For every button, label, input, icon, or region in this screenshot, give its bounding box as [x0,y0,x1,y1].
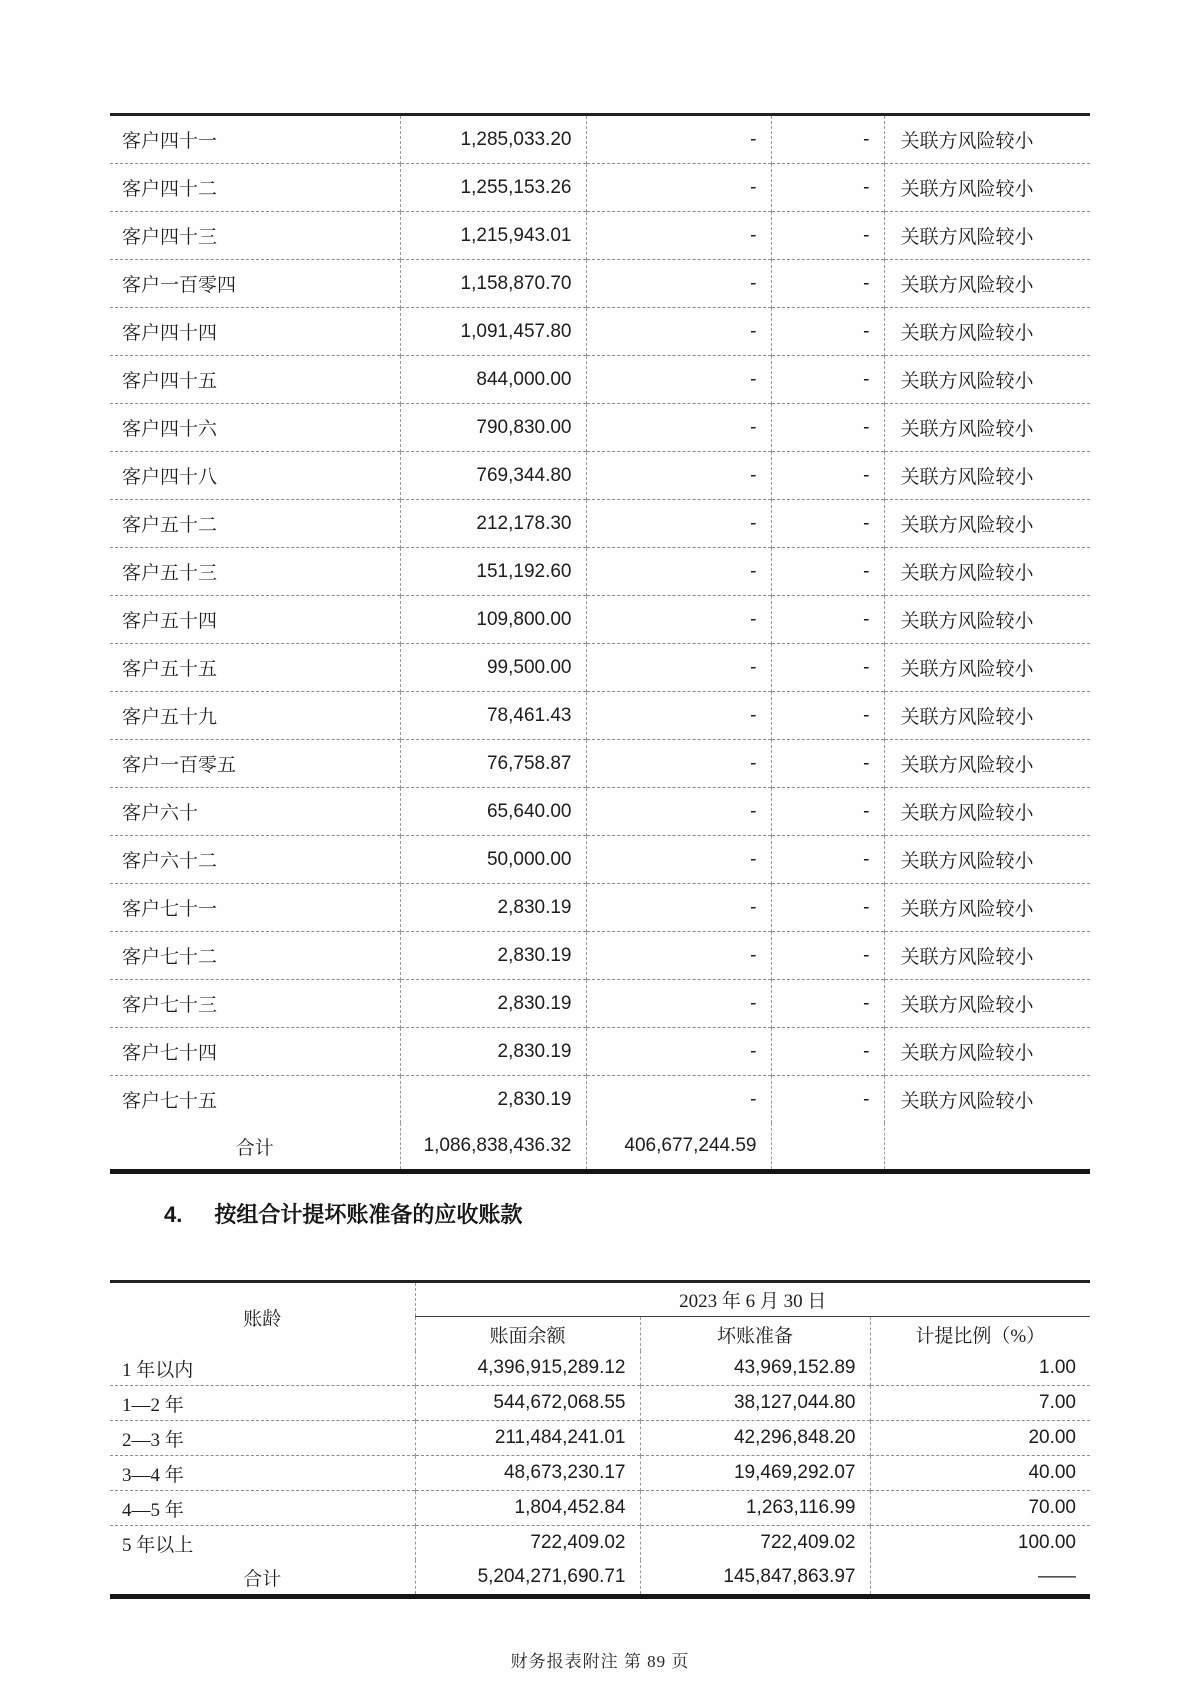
date-column-header: 2023 年 6 月 30 日 [415,1282,1090,1317]
table-row [110,1386,1090,1421]
balance-cell: 65,640.00 [400,788,586,836]
total-note-cell [884,1123,1090,1172]
ratio-cell: 7.00 [1039,1392,1076,1413]
balance-cell: 722,409.02 [415,1526,640,1561]
dash-cell: - [586,115,771,164]
note-cell: 关联方风险较小 [900,755,1034,776]
dash-cell: - [586,1076,771,1124]
table-row [110,932,1090,980]
dash-cell: - [771,115,884,164]
dash-cell: - [586,500,771,548]
provision-cell: 19,469,292.07 [640,1456,870,1491]
dash-cell: - [771,836,884,884]
dash-cell: - [586,260,771,308]
table-row [110,404,1090,452]
dash-cell: - [771,740,884,788]
note-cell: 关联方风险较小 [900,611,1034,632]
dash-cell: - [771,1076,884,1124]
balance-cell: 212,178.30 [400,500,586,548]
balance-cell: 211,484,241.01 [415,1421,640,1456]
table-row [110,1421,1090,1456]
balance-cell: 2,830.19 [400,932,586,980]
dash-cell: - [771,500,884,548]
dash-cell: - [586,404,771,452]
note-cell: 关联方风险较小 [900,803,1034,824]
table-row [110,1491,1090,1526]
total-ratio: —— [1038,1566,1076,1587]
provision-cell: 1,263,116.99 [640,1491,870,1526]
customer-name-cell: 客户四十六 [110,404,400,452]
total-label: 合计 [110,1560,415,1597]
dash-cell: - [771,452,884,500]
customer-name-cell: 客户四十一 [110,115,400,164]
note-cell: 关联方风险较小 [900,323,1034,344]
provision-cell: 722,409.02 [640,1526,870,1561]
balance-cell: 151,192.60 [400,548,586,596]
table-row [110,212,1090,260]
section-title: 按组合计提坏账准备的应收账款 [214,1202,523,1227]
table-row [110,1076,1090,1124]
dash-cell: - [586,884,771,932]
ratio-cell: 1.00 [1039,1357,1076,1378]
table-row [110,1526,1090,1561]
provision-column-header: 坏账准备 [640,1317,870,1352]
table-row [110,836,1090,884]
table1-body [110,115,1090,1124]
customer-name-cell: 客户四十五 [110,356,400,404]
customer-name-cell: 客户五十五 [110,644,400,692]
note-cell: 关联方风险较小 [900,371,1034,392]
customer-name-cell: 客户七十四 [110,1028,400,1076]
balance-cell: 2,830.19 [400,1076,586,1124]
aging-cell: 3—4 年 [110,1456,415,1491]
dash-cell: - [771,356,884,404]
dash-cell: - [771,1028,884,1076]
dash-cell: - [771,932,884,980]
customer-name-cell: 客户四十八 [110,452,400,500]
note-cell: 关联方风险较小 [900,179,1034,200]
total-provision: 145,847,863.97 [640,1560,870,1597]
total-balance: 1,086,838,436.32 [400,1123,586,1172]
customer-name-cell: 客户五十九 [110,692,400,740]
ratio-column-header: 计提比例（%） [915,1325,1046,1347]
dash-cell: - [586,836,771,884]
table2-body [110,1351,1090,1560]
aging-column-header: 账龄 [110,1282,415,1352]
dash-cell: - [771,596,884,644]
note-cell: 关联方风险较小 [900,851,1034,872]
note-cell: 关联方风险较小 [900,563,1034,584]
customer-name-cell: 客户六十二 [110,836,400,884]
table-row [110,308,1090,356]
customer-name-cell: 客户四十二 [110,164,400,212]
balance-cell: 48,673,230.17 [415,1456,640,1491]
note-cell: 关联方风险较小 [900,515,1034,536]
dash-cell: - [771,548,884,596]
note-cell: 关联方风险较小 [900,275,1034,296]
dash-cell: - [586,740,771,788]
provision-cell: 42,296,848.20 [640,1421,870,1456]
total-label: 合计 [110,1123,400,1172]
balance-cell: 4,396,915,289.12 [415,1351,640,1386]
dash-cell: - [771,308,884,356]
table-row [110,500,1090,548]
balance-cell: 1,804,452.84 [415,1491,640,1526]
balance-column-header: 账面余额 [415,1317,640,1352]
note-cell: 关联方风险较小 [900,1091,1034,1112]
balance-cell: 2,830.19 [400,884,586,932]
table1-total-row [110,1123,1090,1172]
balance-cell: 844,000.00 [400,356,586,404]
table-row [110,356,1090,404]
customer-name-cell: 客户五十三 [110,548,400,596]
note-cell: 关联方风险较小 [900,947,1034,968]
customer-name-cell: 客户七十二 [110,932,400,980]
dash-cell: - [586,212,771,260]
balance-cell: 76,758.87 [400,740,586,788]
note-cell: 关联方风险较小 [900,419,1034,440]
customer-name-cell: 客户七十五 [110,1076,400,1124]
provision-cell: 38,127,044.80 [640,1386,870,1421]
aging-cell: 1—2 年 [110,1386,415,1421]
ratio-cell: 20.00 [1028,1427,1076,1448]
section-heading [164,1200,1200,1230]
table-row [110,740,1090,788]
balance-cell: 1,255,153.26 [400,164,586,212]
aging-cell: 2—3 年 [110,1421,415,1456]
table-row [110,884,1090,932]
table-row [110,788,1090,836]
balance-cell: 78,461.43 [400,692,586,740]
note-cell: 关联方风险较小 [900,1043,1034,1064]
customer-name-cell: 客户六十 [110,788,400,836]
balance-cell: 2,830.19 [400,980,586,1028]
balance-cell: 2,830.19 [400,1028,586,1076]
customer-receivables-table [110,113,1090,1174]
dash-cell: - [586,932,771,980]
table-row [110,596,1090,644]
dash-cell: - [771,260,884,308]
balance-cell: 1,158,870.70 [400,260,586,308]
dash-cell: - [586,452,771,500]
dash-cell: - [771,404,884,452]
balance-cell: 50,000.00 [400,836,586,884]
aging-cell: 1 年以内 [110,1351,415,1386]
provision-cell: 43,969,152.89 [640,1351,870,1386]
customer-name-cell: 客户一百零五 [110,740,400,788]
dash-cell: - [771,644,884,692]
aging-provision-table [110,1280,1090,1599]
dash-cell: - [771,884,884,932]
section-number: 4. [164,1202,183,1227]
note-cell: 关联方风险较小 [900,227,1034,248]
dash-cell: - [586,548,771,596]
dash-cell: - [586,164,771,212]
note-cell: 关联方风险较小 [900,131,1034,152]
dash-cell: - [586,980,771,1028]
customer-name-cell: 客户七十三 [110,980,400,1028]
table-row [110,1028,1090,1076]
dash-cell: - [771,212,884,260]
dash-cell: - [586,788,771,836]
dash-cell: - [586,596,771,644]
page-footer: 财务报表附注 第 89 页 [510,1652,690,1671]
dash-cell: - [586,1028,771,1076]
dash-cell: - [771,788,884,836]
balance-cell: 1,215,943.01 [400,212,586,260]
ratio-cell: 40.00 [1028,1462,1076,1483]
table-row [110,260,1090,308]
dash-cell: - [771,980,884,1028]
customer-name-cell: 客户七十一 [110,884,400,932]
table-row [110,164,1090,212]
customer-name-cell: 客户四十四 [110,308,400,356]
table-row [110,692,1090,740]
ratio-cell: 100.00 [1017,1532,1076,1553]
note-cell: 关联方风险较小 [900,899,1034,920]
note-cell: 关联方风险较小 [900,707,1034,728]
dash-cell: - [586,692,771,740]
dash-cell: - [771,692,884,740]
table-row [110,115,1090,164]
dash-cell: - [586,356,771,404]
dash-cell: - [586,308,771,356]
balance-cell: 99,500.00 [400,644,586,692]
note-cell: 关联方风险较小 [900,659,1034,680]
table2-header-row-1 [110,1282,1090,1317]
note-cell: 关联方风险较小 [900,995,1034,1016]
aging-cell: 4—5 年 [110,1491,415,1526]
balance-cell: 769,344.80 [400,452,586,500]
table2-total-row [110,1560,1090,1597]
balance-cell: 1,091,457.80 [400,308,586,356]
customer-name-cell: 客户五十四 [110,596,400,644]
customer-name-cell: 客户一百零四 [110,260,400,308]
balance-cell: 544,672,068.55 [415,1386,640,1421]
table-row [110,980,1090,1028]
table-row [110,452,1090,500]
balance-cell: 109,800.00 [400,596,586,644]
ratio-cell: 70.00 [1028,1497,1076,1518]
total-provision: 406,677,244.59 [586,1123,771,1172]
customer-name-cell: 客户五十二 [110,500,400,548]
aging-cell: 5 年以上 [110,1526,415,1561]
table-row [110,548,1090,596]
note-cell: 关联方风险较小 [900,467,1034,488]
dash-cell: - [586,644,771,692]
balance-cell: 790,830.00 [400,404,586,452]
total-empty-cell [771,1123,884,1172]
dash-cell: - [771,164,884,212]
total-balance: 5,204,271,690.71 [415,1560,640,1597]
table-row [110,1351,1090,1386]
table-row [110,1456,1090,1491]
balance-cell: 1,285,033.20 [400,115,586,164]
table-row [110,644,1090,692]
customer-name-cell: 客户四十三 [110,212,400,260]
